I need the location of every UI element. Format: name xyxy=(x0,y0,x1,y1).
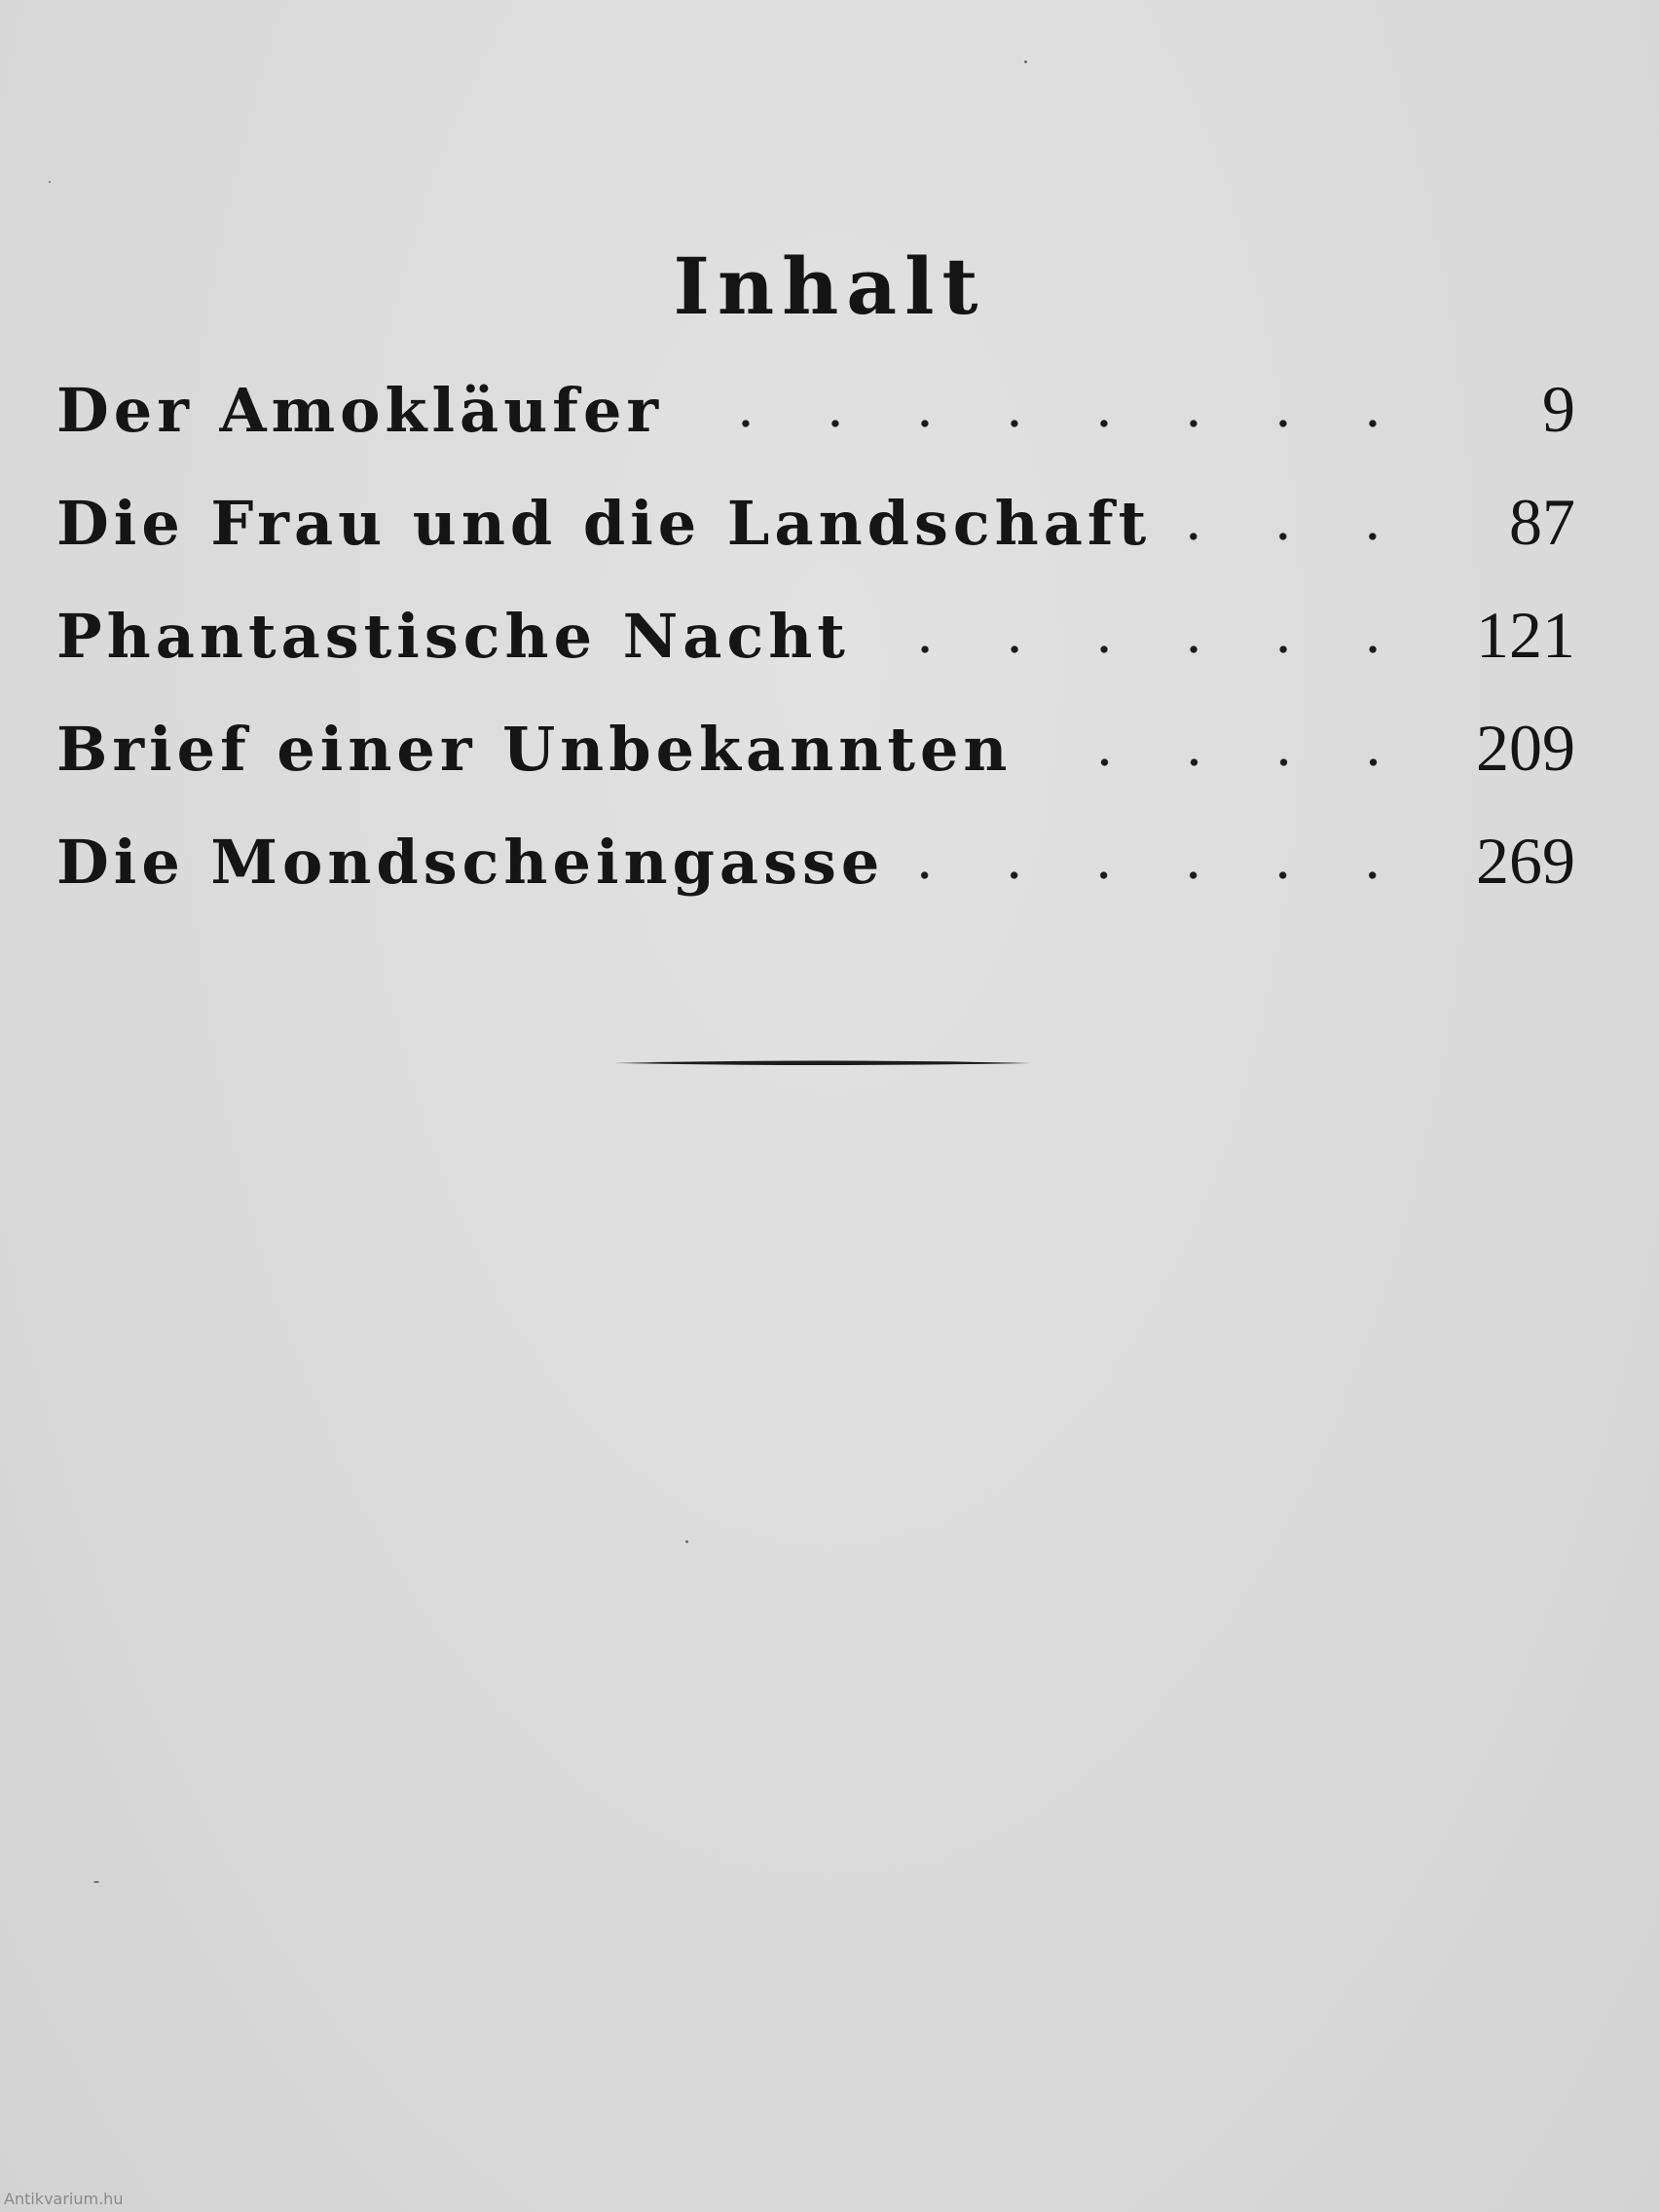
toc-heading: Inhalt xyxy=(673,240,986,332)
toc-entry-page: 269 xyxy=(1476,824,1575,898)
toc-entry-page: 209 xyxy=(1476,711,1575,785)
toc-entry-title: Brief einer Unbekannten xyxy=(56,714,1013,785)
toc-entry-title: Die Frau und die Landschaft xyxy=(56,488,1152,559)
toc-entry-page: 9 xyxy=(1542,372,1575,446)
dot-leader xyxy=(1180,532,1418,541)
toc-entry-title: Die Mondscheingasse xyxy=(56,827,885,898)
toc-entry xyxy=(56,465,1575,578)
paper-speck xyxy=(685,1540,688,1543)
toc-entry-title: Phantastische Nacht xyxy=(56,601,850,672)
toc-entry xyxy=(56,578,1575,691)
paper-speck xyxy=(93,1881,99,1883)
end-ornament-rule xyxy=(615,1059,1030,1067)
toc-entry xyxy=(56,691,1575,804)
toc-entry xyxy=(56,352,1575,465)
dot-leader xyxy=(692,419,1418,428)
toc-entry-title: Der Amokläufer xyxy=(56,375,664,446)
paper-speck xyxy=(49,181,51,183)
scan-watermark: Antikvarium.hu xyxy=(4,2190,124,2208)
toc-list xyxy=(56,352,1575,917)
dot-leader xyxy=(913,870,1418,880)
toc-entry-page: 121 xyxy=(1476,598,1575,672)
paper-speck xyxy=(1024,60,1027,63)
toc-entry xyxy=(56,804,1575,917)
dot-leader xyxy=(1042,757,1419,767)
toc-entry-page: 87 xyxy=(1509,485,1575,559)
dot-leader xyxy=(879,645,1418,654)
